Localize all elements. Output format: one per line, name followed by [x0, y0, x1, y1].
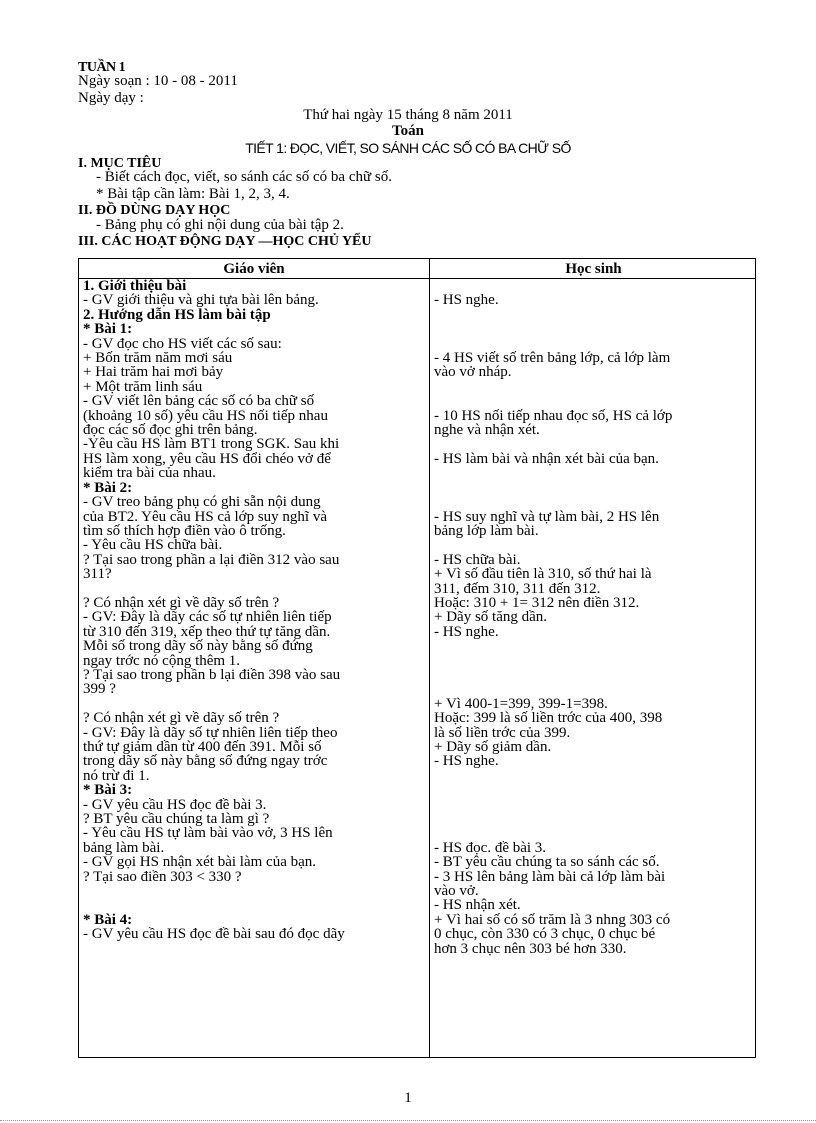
table-line [434, 668, 754, 682]
table-line [434, 639, 754, 653]
table-line [434, 481, 754, 495]
activities-heading: III. CÁC HOẠT ĐỘNG DẠY —HỌC CHỦ YẾU [78, 234, 372, 249]
table-line: + Dãy số tăng dần. [434, 609, 548, 626]
table-line [434, 279, 754, 293]
table-line [434, 769, 754, 783]
table-line: vào vở nháp. [434, 364, 512, 381]
table-line: Mỗi số trong dãy số này bằng số đứng [83, 638, 313, 655]
table-line [434, 380, 754, 394]
table-line: + Hai trăm hai mơi bảy [83, 364, 224, 381]
table-line [434, 308, 754, 322]
table-line [434, 394, 754, 408]
table-line [434, 437, 754, 451]
table-line: ? Tại sao trong phần b lại điền 398 vào sau [83, 666, 341, 683]
table-line: thứ tự giảm dần từ 400 đến 391. Mỗi số [83, 739, 322, 755]
page-number: 1 [404, 1090, 412, 1106]
table-line: - GV đọc cho HS viết các số sau: [83, 335, 282, 352]
table-line: - 3 HS lên bảng làm bài cả lớp làm bài [434, 868, 666, 885]
table-line: trong dãy số này bằng số đứng ngay trớc [83, 753, 328, 770]
week-label: TUẦN 1 [78, 60, 126, 75]
table-line: là số liền trớc của 399. [434, 724, 571, 741]
student-column-header: Học sinh [565, 261, 622, 277]
table-line: - Yêu cầu HS chữa bài. [83, 537, 223, 554]
table-line: ? BT yêu cầu chúng ta làm gì ? [83, 811, 270, 828]
section-label: * Bài 3: [83, 782, 133, 799]
objectives-heading: I. MỤC TIÊU [78, 156, 162, 171]
table-line: + Bốn trăm năm mơi sáu [83, 350, 233, 367]
column-divider [429, 259, 430, 1057]
table-line: + Một trăm linh sáu [83, 378, 203, 395]
table-line [434, 466, 754, 480]
table-line [434, 812, 754, 826]
table-line: nghe và nhận xét. [434, 422, 540, 439]
table-line: của BT2. Yêu cầu HS cả lớp suy nghĩ và [83, 508, 327, 525]
table-line: ? Tại sao trong phần a lại điền 312 vào sau [83, 551, 340, 568]
table-line: hơn 3 chục nên 303 bé hơn 330. [434, 940, 627, 957]
table-line: (khoảng 10 số) yêu cầu HS nối tiếp nhau [83, 407, 328, 424]
table-line [434, 783, 754, 797]
table-line: 311? [83, 566, 112, 583]
table-line [83, 884, 426, 898]
table-line: bảng làm bài. [83, 839, 165, 856]
student-column [434, 279, 754, 956]
table-line: - HS nghe. [434, 292, 499, 309]
table-line: - GV: Đây là dãy các số tự nhiên liên tiếp [83, 609, 332, 626]
table-line: - HS làm bài và nhận xét bài của bạn. [434, 450, 659, 467]
page-footer-rule [0, 1120, 816, 1121]
table-line: bảng lớp làm bài. [434, 522, 539, 539]
teacher-column-header: Giáo viên [223, 261, 285, 277]
table-line: ? Tại sao điền 303 < 330 ? [83, 868, 242, 885]
table-line: - GV: Đây là dãy số tự nhiên liên tiếp theo [83, 724, 338, 741]
table-line: 399 ? [83, 681, 116, 698]
table-line: - HS nghe. [434, 753, 499, 770]
table-line [83, 582, 426, 596]
table-line: - GV treo bảng phụ có ghi sẵn nội dung [83, 494, 321, 511]
section-label: 1. Giới thiệu bài [83, 278, 187, 294]
table-line: -Yêu cầu HS làm BT1 trong SGK. Sau khi [83, 436, 340, 453]
table-line: - HS nghe. [434, 623, 499, 640]
table-line: đọc các số đọc ghi trên bảng. [83, 422, 258, 439]
table-line: 0 chục, còn 330 có 3 chục, 0 chục bé [434, 926, 656, 943]
materials-line: - Bảng phụ có ghi nội dung của bài tập 2. [96, 217, 344, 233]
table-line: - Yêu cầu HS tự làm bài vào vở, 3 HS lên [83, 825, 333, 842]
table-line [434, 682, 754, 696]
table-line: - HS đọc. đề bài 3. [434, 839, 547, 856]
prep-date: Ngày soạn : 10 - 08 - 2011 [78, 73, 238, 89]
table-line: 311, đếm 310, 311 đến 312. [434, 580, 601, 597]
table-line: - 10 HS nối tiếp nhau đọc số, HS cả lớp [434, 407, 673, 424]
objective-line: - Biết cách đọc, viết, so sánh các số có ba chữ số. [96, 169, 392, 185]
lesson-date: Thứ hai ngày 15 tháng 8 năm 2011 [303, 107, 513, 123]
activities-table [78, 258, 756, 1058]
table-line [83, 697, 426, 711]
table-line: - HS suy nghĩ và tự làm bài, 2 HS lên [434, 508, 660, 525]
teacher-column [83, 279, 426, 942]
table-line: - HS chữa bài. [434, 551, 521, 568]
section-label: * Bài 1: [83, 321, 133, 338]
table-line: - GV yêu cầu HS đọc đề bài sau đó đọc dãy [83, 926, 345, 943]
table-line: + Vì số đầu tiên là 310, số thứ hai là [434, 566, 652, 583]
table-line: - GV gọi HS nhận xét bài làm của bạn. [83, 854, 317, 871]
table-line: tìm số thích hợp điền vào ô trống. [83, 522, 286, 539]
table-line [434, 826, 754, 840]
table-line: + Dãy số giảm dần. [434, 739, 552, 755]
section-label: * Bài 4: [83, 911, 133, 928]
table-line: ? Có nhận xét gì về dãy số trên ? [83, 594, 280, 611]
table-line: - GV viết lên bảng các số có ba chữ số [83, 393, 315, 410]
table-line: - GV yêu cầu HS đọc đề bài 3. [83, 796, 267, 813]
table-line: + Vì 400-1=399, 399-1=398. [434, 695, 608, 712]
table-line [434, 798, 754, 812]
subject-title: Toán [392, 123, 424, 139]
table-line [434, 654, 754, 668]
table-line: Hoặc: 399 là số liền trớc của 400, 398 [434, 710, 663, 727]
table-line [434, 337, 754, 351]
table-line: - GV giới thiệu và ghi tựa bài lên bảng. [83, 292, 319, 309]
table-line: - HS nhận xét. [434, 897, 521, 914]
table-line: + Vì hai số có số trăm là 3 nhng 303 có [434, 911, 671, 928]
table-line: Hoặc: 310 + 1= 312 nên điền 312. [434, 594, 640, 611]
table-line: HS làm xong, yêu cầu HS đổi chéo vở để [83, 450, 331, 467]
table-line: ? Có nhận xét gì về dãy số trên ? [83, 710, 280, 727]
table-line [434, 538, 754, 552]
section-label: 2. Hướng dẫn HS làm bài tập [83, 306, 271, 323]
table-line [434, 322, 754, 336]
table-line: vào vở. [434, 883, 479, 900]
materials-heading: II. ĐỒ DÙNG DẠY HỌC [78, 203, 231, 218]
table-line: nó trừ đi 1. [83, 767, 150, 784]
objective-line: * Bài tập cần làm: Bài 1, 2, 3, 4. [96, 186, 290, 202]
lesson-title: TIẾT 1: ĐỌC, VIẾT, SO SÁNH CÁC SỐ CÓ BA CHỮ SỐ [245, 140, 571, 156]
teach-date: Ngày dạy : [78, 90, 144, 106]
section-label: * Bài 2: [83, 479, 133, 496]
table-line [434, 495, 754, 509]
table-line: từ 310 đến 319, xếp theo thứ tự tăng dần. [83, 623, 331, 640]
table-line: ngay trớc nó cộng thêm 1. [83, 652, 241, 669]
table-line: - BT yêu cầu chúng ta so sánh các số. [434, 854, 660, 871]
table-line [83, 898, 426, 912]
table-line: - 4 HS viết số trên bảng lớp, cả lớp làm [434, 350, 671, 367]
table-line: kiểm tra bài của nhau. [83, 465, 216, 482]
